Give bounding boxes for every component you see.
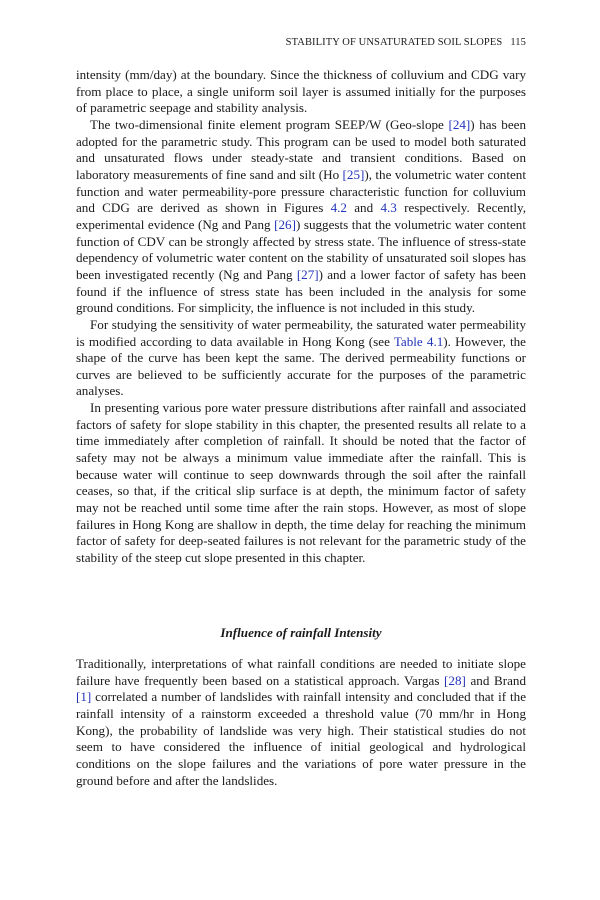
text-run: correlated a number of landslides with rainfall intensity and concluded that if the rainfall intensity of a rainstorm exceeded a threshold value (70 mm/hr in Hong Kong), the probability of landslide was very high. Their statistical studies do not seem to have considered the influence of initial geological and hydrological conditions on the slope failures and the variations of pore water pressure in the ground before and after the landslides.: [76, 689, 526, 788]
citation-link[interactable]: [25]: [342, 166, 365, 182]
section-body: [76, 656, 526, 789]
body-text: [76, 67, 526, 567]
citation-link[interactable]: [1]: [76, 689, 92, 705]
figure-link[interactable]: 4.2: [330, 200, 347, 216]
citation-link[interactable]: [27]: [296, 266, 319, 282]
text-run: respectively. Recently, experimental evidence (Ng and Pang: [76, 200, 527, 232]
paragraph-pore-pressure: In presenting various pore water pressure distributions after rainfall and associated factors of safety for slope stability in this chapter, the presented results all relate to a time immediately after completion of rainfall. It should be noted that the factor of safety may not be always a minimum value immediate after the rainfall. This is because water will continue to seep downwards through the soil after the rainfall ceases, so that, if the critical slip surface is at depth, the minimum factor of safety may not be reached until some time after the rain stops. However, as most of slope failures in Hong Kong are shallow in depth, the time delay for reaching the minimum factor of safety for deep-seated failures is not relevant for the parametric study of the stability of the steep cut slope presented in this chapter.: [76, 400, 526, 566]
paragraph-continuation: intensity (mm/day) at the boundary. Since the thickness of colluvium and CDG vary from place to place, a single uniform soil layer is assumed initially for the purposes of parametric seepage and stability analysis.: [76, 67, 526, 116]
text-run: and Brand: [465, 672, 526, 688]
section-heading: Influence of rainfall Intensity: [220, 625, 382, 640]
text-run: ), the volumetric water content function and water permeability-pore pressure characteristic function for colluvium and CDG are derived as shown in Figures: [76, 166, 526, 216]
text-run: The two-dimensional finite element program SEEP/W (Geo-slope: [90, 116, 449, 132]
running-header: [286, 37, 526, 48]
paragraph-rainfall-intensity: [76, 656, 526, 789]
text-run: ) suggests that the volumetric water content function of CDV can be strongly affected by stress state. The influence of stress-state dependency of volumetric water content on the stability of unsaturated soil slopes has been investigated recently (Ng and Pang: [76, 216, 526, 282]
paragraph-permeability: [76, 317, 526, 400]
figure-link[interactable]: 4.3: [380, 200, 397, 216]
text-run: Traditionally, interpretations of what rainfall conditions are needed to initiate slope failure have frequently been based on a statistical approach. Vargas: [76, 656, 526, 688]
text-run: ) and a lower factor of safety has been found if the influence of stress state has been included in the analysis for some ground conditions. For simplicity, the influence is not included in this study.: [76, 266, 526, 316]
text-run: and: [346, 200, 381, 216]
page-number: 115: [510, 37, 526, 48]
text-run: For studying the sensitivity of water permeability, the saturated water permeability is modified according to data available in Hong Kong (see: [76, 316, 526, 349]
table-link[interactable]: Table 4.1: [393, 333, 444, 349]
running-title: STABILITY OF UNSATURATED SOIL SLOPES: [285, 37, 503, 48]
text-run: ) has been adopted for the parametric study. This program can be used to model both saturated and unsaturated flows under steady-state and transient conditions. Based on laboratory measurements of fine sand and silt (Ho: [76, 116, 526, 182]
text-run: ). However, the shape of the curve has been kept the same. The derived permeability functions or curves are believed to be sufficiently accurate for the purposes of the parametric analyses.: [76, 333, 526, 399]
citation-link[interactable]: [26]: [274, 216, 296, 232]
citation-link[interactable]: [24]: [448, 116, 471, 132]
citation-link[interactable]: [28]: [444, 672, 466, 688]
paragraph-seep-w-model: [76, 117, 526, 317]
